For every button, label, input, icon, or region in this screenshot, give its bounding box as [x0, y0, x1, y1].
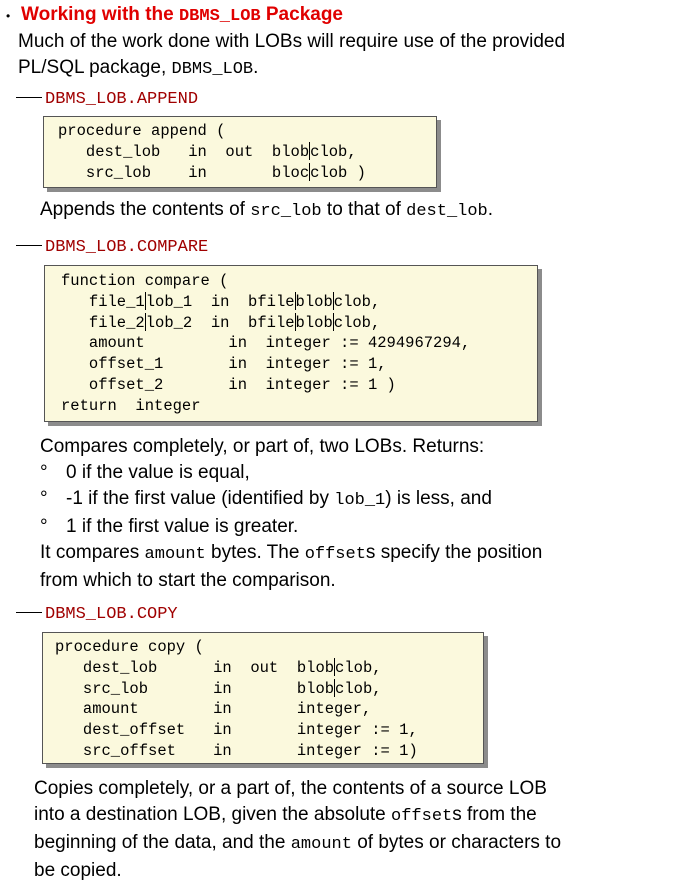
compare-code-line-3d: clob,: [333, 313, 381, 332]
append-code-line-3a: src_lob in bloc: [58, 163, 310, 182]
intro-line-1: Much of the work done with LOBs will require use of the provided: [18, 31, 566, 52]
append-desc-t3: .: [487, 199, 494, 220]
compare-code-box: [44, 265, 538, 422]
append-code-line-2a: dest_lob in out blob: [58, 142, 310, 161]
copy-desc-line-3: [34, 830, 561, 858]
copy-code-line-3a: src_lob in blob: [55, 679, 335, 698]
append-code: [44, 117, 436, 183]
compare-code-line-6: offset_2 in integer := 1 ): [61, 375, 396, 394]
copy-section-title: [16, 605, 178, 624]
append-code-box: [43, 116, 437, 188]
degree-bullet: °: [40, 516, 48, 537]
degree-bullet: °: [40, 462, 48, 483]
copy-desc-l2-t1: into a destination LOB, given the absolute: [34, 804, 392, 825]
compare-description: [40, 434, 542, 594]
compare-return-equal: 0 if the value is equal,: [66, 462, 250, 483]
title-code: DBMS_LOB: [178, 7, 261, 26]
append-code-line-1: procedure append (: [58, 122, 226, 140]
copy-code-line-3b: clob,: [335, 679, 382, 698]
title-text-after: Package: [260, 4, 344, 25]
compare-code: [45, 266, 537, 417]
compare-code-line-5: offset_1 in integer := 1,: [61, 355, 387, 374]
compare-return-item: [40, 514, 542, 540]
copy-desc-line-1: Copies completely, or a part of, the contents of a source LOB: [34, 778, 547, 799]
intro-package-name: DBMS_LOB: [171, 60, 254, 79]
degree-bullet: °: [40, 488, 48, 509]
title-dash: [16, 245, 42, 246]
append-desc-src-lob: src_lob: [250, 202, 322, 221]
compare-return-item: [40, 460, 542, 486]
page-title: [21, 4, 343, 26]
compare-return-less-end: ) is less, and: [385, 488, 492, 509]
compare-return-less-code: lob_1: [334, 491, 386, 510]
compare-desc-line-1: Compares completely, or part of, two LOBs. Returns:: [40, 436, 485, 457]
copy-desc-l3-t1: beginning of the data, and the: [34, 832, 291, 853]
compare-desc-line-5: [40, 540, 542, 568]
compare-code-line-2b: lob_1 in bfile: [145, 292, 295, 311]
copy-code-line-6: src_offset in integer := 1): [55, 741, 418, 760]
heading-bullet: •: [6, 9, 11, 23]
title-text-before: Working with the: [21, 4, 179, 25]
copy-desc-l3-t2: of bytes or characters to: [351, 832, 562, 853]
compare-section-title: [16, 238, 208, 257]
compare-code-line-3a: file_2: [61, 313, 145, 332]
copy-code-line-2a: dest_lob in out blob: [55, 658, 335, 677]
compare-return-greater: 1 if the first value is greater.: [66, 516, 299, 537]
copy-desc-l2-t2: s from the: [452, 804, 537, 825]
append-title-text: DBMS_LOB.APPEND: [45, 90, 199, 109]
append-desc-dest-lob: dest_lob: [406, 202, 488, 221]
copy-code-box: [42, 632, 484, 764]
intro-line-2-end: .: [253, 57, 259, 78]
copy-description: [34, 776, 561, 884]
append-desc-t2: to that of: [321, 199, 407, 220]
copy-desc-line-4: be copied.: [34, 860, 122, 881]
copy-desc-offset: offset: [391, 807, 453, 826]
compare-desc-l5-t3: s specify the position: [365, 542, 543, 563]
compare-code-line-2a: file_1: [61, 292, 145, 311]
compare-code-line-4: amount in integer := 4294967294,: [61, 334, 471, 353]
compare-desc-l5-t2: bytes. The: [205, 542, 305, 563]
append-code-line-3b: clob ): [310, 163, 366, 182]
compare-title-text: DBMS_LOB.COMPARE: [45, 238, 209, 257]
copy-desc-line-2: [34, 802, 561, 830]
copy-code-line-4: amount in integer,: [55, 700, 372, 719]
copy-code: [43, 633, 483, 762]
compare-desc-l5-t1: It compares: [40, 542, 145, 563]
compare-desc-amount: amount: [144, 545, 206, 564]
append-description: [40, 197, 493, 225]
append-code-line-2b: clob,: [310, 142, 357, 161]
append-section-title: [16, 90, 198, 109]
copy-code-line-5: dest_offset in integer := 1,: [55, 721, 418, 740]
compare-code-line-3c: blob: [295, 313, 333, 332]
compare-code-line-7: return integer: [61, 396, 201, 415]
compare-code-line-3b: lob_2 in bfile: [145, 313, 295, 332]
copy-title-text: DBMS_LOB.COPY: [45, 605, 178, 624]
title-dash: [16, 97, 42, 98]
title-dash: [16, 612, 42, 613]
compare-code-line-2d: clob,: [333, 292, 381, 311]
compare-code-line-1: function compare (: [61, 272, 229, 290]
compare-desc-line-6: from which to start the comparison.: [40, 570, 336, 591]
copy-code-line-1: procedure copy (: [55, 638, 204, 656]
compare-return-less-text: -1 if the first value (identified by: [66, 488, 335, 509]
compare-code-line-2c: blob: [295, 292, 333, 311]
intro-line-2-text: PL/SQL package,: [18, 57, 172, 78]
copy-code-line-2b: clob,: [335, 658, 382, 677]
compare-return-item: [40, 486, 542, 514]
intro-line-2: [18, 55, 678, 83]
intro-paragraph: [18, 29, 678, 83]
compare-desc-offset: offset: [304, 545, 366, 564]
copy-desc-amount: amount: [290, 835, 352, 854]
append-desc-t1: Appends the contents of: [40, 199, 251, 220]
